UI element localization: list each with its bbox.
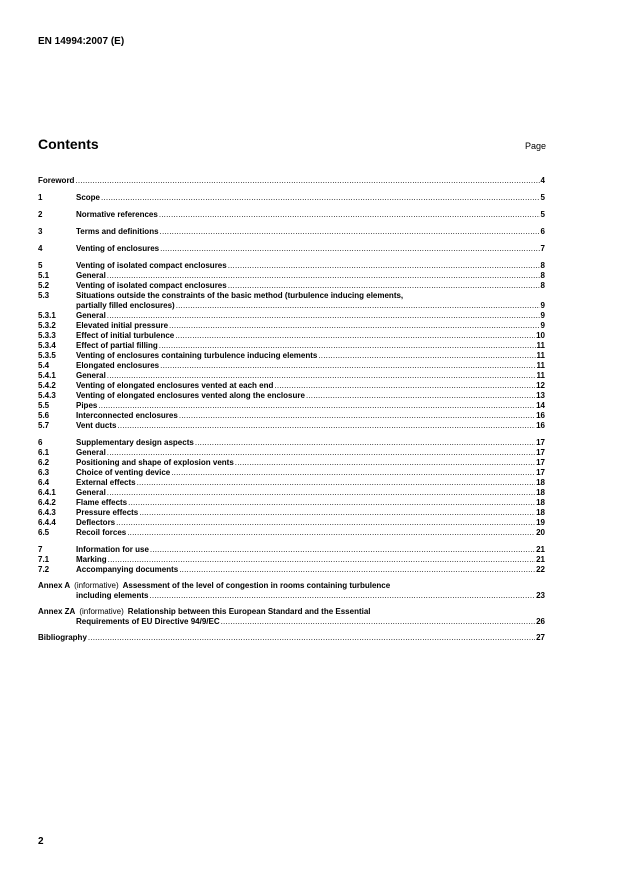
toc-entry-title: Situations outside the constraints of the basic method (turbulence inducing elements, (76, 291, 404, 300)
toc-entry-title: General (76, 371, 106, 380)
toc-entry[interactable] (38, 176, 545, 186)
toc-entry-page: 18 (536, 478, 545, 487)
toc-entry[interactable] (38, 508, 545, 518)
toc-entry-title: Pressure effects (76, 508, 139, 517)
toc-entry[interactable] (38, 458, 545, 468)
toc-entry-page: 21 (536, 555, 545, 564)
dot-leader (137, 478, 536, 488)
toc-entry-title: General (76, 488, 106, 497)
toc-entry[interactable] (38, 351, 545, 361)
toc-entry-page: 8 (540, 271, 545, 280)
dot-leader (127, 528, 535, 538)
annex-title: Assessment of the level of congestion in rooms containing turbulence (122, 581, 391, 590)
toc-entry-page: 27 (536, 633, 545, 642)
toc-entry-page: 10 (536, 331, 545, 340)
dot-leader (228, 281, 540, 291)
toc-entry-title: Scope (76, 193, 101, 202)
page-number: 2 (38, 836, 44, 847)
toc-entry[interactable] (38, 311, 545, 321)
toc-entry-title: Vent ducts (76, 421, 117, 430)
annex-title-continued: Requirements of EU Directive 94/9/EC (76, 617, 220, 626)
page-column-label: Page (524, 141, 546, 151)
toc-entry[interactable] (38, 227, 545, 237)
toc-entry-title: Venting of elongated enclosures vented along the enclosure (76, 391, 305, 400)
toc-entry[interactable] (38, 391, 545, 401)
toc-entry-page: 21 (536, 545, 545, 554)
annex-title: Relationship between this European Standard and the Essential (127, 607, 371, 616)
toc-entry[interactable] (38, 341, 545, 351)
toc-entry-number: 6.4.3 (38, 508, 56, 517)
toc-entry[interactable] (38, 321, 545, 331)
toc-entry-page: 9 (540, 321, 545, 330)
toc-entry-title: Effect of partial filling (76, 341, 158, 350)
toc-entry-number: 5.4.2 (38, 381, 56, 390)
toc-entry-title: Venting of isolated compact enclosures (76, 281, 227, 290)
toc-entry[interactable] (38, 271, 545, 281)
dot-leader (75, 176, 539, 186)
dot-leader (128, 498, 535, 508)
page-title: Contents (38, 136, 99, 152)
toc-entry-number: 5.4.1 (38, 371, 56, 380)
toc-entry[interactable] (38, 488, 545, 498)
toc-entry-number: 5.3.3 (38, 331, 56, 340)
toc-entry-page: 4 (540, 176, 545, 185)
annex-entry-line (38, 607, 545, 617)
dot-leader (159, 341, 536, 351)
toc-entry-page: 18 (536, 498, 545, 507)
toc-entry-title: Venting of enclosures (76, 244, 160, 253)
toc-entry-page: 9 (540, 311, 545, 320)
toc-entry-page: 8 (540, 281, 545, 290)
toc-entry-page: 7 (540, 244, 545, 253)
toc-entry-title: Information for use (76, 545, 149, 554)
toc-entry-title: Pipes (76, 401, 98, 410)
toc-entry-title: External effects (76, 478, 136, 487)
toc-entry-number: 5.1 (38, 271, 50, 280)
toc-entry[interactable] (38, 498, 545, 508)
toc-entry-number: 5 (38, 261, 43, 270)
toc-entry-page: 17 (536, 468, 545, 477)
toc-entry-page: 5 (540, 210, 545, 219)
toc-entry-number: 6.3 (38, 468, 50, 477)
toc-entry-number: 6.4.2 (38, 498, 56, 507)
dot-leader (117, 421, 535, 431)
dot-leader (107, 311, 540, 321)
toc-entry-page: 19 (536, 518, 545, 527)
toc-entry-page: 11 (536, 371, 545, 380)
toc-entry[interactable] (38, 281, 545, 291)
dot-leader (235, 458, 535, 468)
toc-entry[interactable] (38, 438, 545, 448)
toc-entry-page: 20 (536, 528, 545, 537)
annex-title-continued: including elements (76, 591, 149, 600)
toc-entry-page: 18 (536, 488, 545, 497)
dot-leader (149, 591, 535, 601)
toc-entry-bibliography[interactable] (38, 633, 545, 643)
dot-leader (150, 545, 535, 555)
toc-entry-number: 1 (38, 193, 43, 202)
toc-entry[interactable] (38, 291, 545, 311)
toc-entry[interactable] (38, 545, 545, 555)
toc-entry-title: Elongated enclosures (76, 361, 160, 370)
toc-entry-number: 6.4 (38, 478, 50, 487)
toc-entry-number: 5.3.4 (38, 341, 56, 350)
dot-leader (306, 391, 535, 401)
dot-leader (160, 227, 540, 237)
toc-entry-page: 11 (536, 361, 545, 370)
dot-leader (175, 331, 535, 341)
toc-entry-number: 4 (38, 244, 43, 253)
toc-entry-number: 2 (38, 210, 43, 219)
toc-entry-number: 5.3.2 (38, 321, 56, 330)
toc-entry[interactable] (38, 261, 545, 271)
annex-page: 26 (536, 617, 545, 626)
dot-leader (98, 401, 535, 411)
dot-leader (160, 361, 535, 371)
toc-entry-title: General (76, 271, 106, 280)
toc-entry-number: 6.4.4 (38, 518, 56, 527)
toc-entry-number: 6.5 (38, 528, 50, 537)
toc-entry-title: Venting of elongated enclosures vented at each end (76, 381, 274, 390)
toc-entry-page: 16 (536, 421, 545, 430)
toc-entry-page: 13 (536, 391, 545, 400)
dot-leader (116, 518, 535, 528)
toc-entry-number: 6 (38, 438, 43, 447)
table-of-contents (38, 176, 545, 643)
dot-leader (139, 508, 535, 518)
annex-label: Annex ZA (38, 607, 76, 616)
toc-entry-number: 5.5 (38, 401, 50, 410)
dot-leader (107, 448, 535, 458)
dot-leader (274, 381, 535, 391)
annex-informative-tag: (informative) (79, 607, 124, 616)
toc-entry-title: Interconnected enclosures (76, 411, 178, 420)
toc-entry-number: 5.6 (38, 411, 50, 420)
toc-entry-line (38, 301, 545, 311)
toc-entry-title: Positioning and shape of explosion vents (76, 458, 234, 467)
toc-entry-number: 6.1 (38, 448, 50, 457)
toc-entry-number: 5.7 (38, 421, 50, 430)
dot-leader (160, 244, 539, 254)
dot-leader (228, 261, 540, 271)
toc-entry[interactable] (38, 411, 545, 421)
toc-entry-page: 17 (536, 458, 545, 467)
dot-leader (171, 468, 535, 478)
toc-entry-title: Accompanying documents (76, 565, 179, 574)
dot-leader (195, 438, 535, 448)
toc-entry-title: Foreword (38, 176, 75, 185)
toc-entry-number: 5.2 (38, 281, 50, 290)
dot-leader (176, 301, 540, 311)
toc-entry-number: 5.4.3 (38, 391, 56, 400)
toc-entry[interactable] (38, 448, 545, 458)
toc-entry-number: 7 (38, 545, 43, 554)
annex-entry-line (38, 617, 545, 627)
toc-entry[interactable] (38, 565, 545, 575)
toc-entry-page: 17 (536, 448, 545, 457)
annex-entry-line (38, 581, 545, 591)
toc-entry[interactable] (38, 244, 545, 254)
toc-entry-number: 7.1 (38, 555, 50, 564)
toc-entry-number: 5.3.1 (38, 311, 56, 320)
toc-entry-title: Normative references (76, 210, 158, 219)
toc-entry-page: 16 (536, 411, 545, 420)
toc-entry[interactable] (38, 518, 545, 528)
toc-entry-page: 17 (536, 438, 545, 447)
toc-entry-title: Venting of isolated compact enclosures (76, 261, 227, 270)
toc-entry-number: 6.2 (38, 458, 50, 467)
annex-page: 23 (536, 591, 545, 600)
annex-entry-line (38, 591, 545, 601)
toc-entry-title: Recoil forces (76, 528, 127, 537)
toc-entry[interactable] (38, 421, 545, 431)
toc-entry[interactable] (38, 468, 545, 478)
toc-entry-title-continued: partially filled enclosures) (76, 301, 175, 310)
dot-leader (101, 193, 540, 203)
dot-leader (108, 555, 535, 565)
toc-entry-title: Venting of enclosures containing turbulence inducing elements (76, 351, 318, 360)
document-id: EN 14994:2007 (E) (38, 36, 125, 47)
toc-entry[interactable] (38, 381, 545, 391)
toc-entry-title: Deflectors (76, 518, 116, 527)
toc-entry-number: 5.3.5 (38, 351, 56, 360)
toc-entry[interactable] (38, 555, 545, 565)
dot-leader (179, 565, 535, 575)
toc-entry[interactable] (38, 371, 545, 381)
toc-entry[interactable] (38, 361, 545, 371)
toc-entry-number: 5.3 (38, 291, 50, 300)
toc-entry-page: 5 (540, 193, 545, 202)
annex-label: Annex A (38, 581, 71, 590)
toc-entry-title: General (76, 448, 106, 457)
toc-entry-page: 14 (536, 401, 545, 410)
dot-leader (221, 617, 535, 627)
toc-entry-line (38, 291, 545, 301)
dot-leader (179, 411, 535, 421)
toc-entry-number: 7.2 (38, 565, 50, 574)
dot-leader (318, 351, 535, 361)
annex-informative-tag: (informative) (74, 581, 119, 590)
toc-entry[interactable] (38, 193, 545, 203)
toc-entry-title: Terms and definitions (76, 227, 159, 236)
annex-entry[interactable] (38, 607, 545, 627)
toc-entry[interactable] (38, 528, 545, 538)
toc-entry[interactable] (38, 210, 545, 220)
toc-entry-number: 3 (38, 227, 43, 236)
toc-entry-page: 6 (540, 227, 545, 236)
toc-entry[interactable] (38, 478, 545, 488)
toc-entry[interactable] (38, 331, 545, 341)
toc-entry-page: 22 (536, 565, 545, 574)
toc-entry-number: 5.4 (38, 361, 50, 370)
dot-leader (107, 271, 540, 281)
dot-leader (169, 321, 540, 331)
toc-entry-page: 8 (540, 261, 545, 270)
toc-entry-title: General (76, 311, 106, 320)
toc-entry-page: 12 (536, 381, 545, 390)
toc-entry-page: 11 (536, 341, 545, 350)
toc-entry-page: 9 (540, 301, 545, 310)
toc-entry-number: 6.4.1 (38, 488, 56, 497)
toc-entry-title: Choice of venting device (76, 468, 171, 477)
toc-entry-page: 11 (536, 351, 545, 360)
toc-entry-title: Supplementary design aspects (76, 438, 194, 447)
dot-leader (107, 488, 535, 498)
toc-entry-title: Flame effects (76, 498, 128, 507)
toc-entry-title: Marking (76, 555, 107, 564)
toc-entry[interactable] (38, 401, 545, 411)
dot-leader (88, 633, 535, 643)
toc-entry-page: 18 (536, 508, 545, 517)
toc-entry-title: Effect of initial turbulence (76, 331, 175, 340)
toc-entry-title: Elevated initial pressure (76, 321, 169, 330)
dot-leader (159, 210, 540, 220)
dot-leader (107, 371, 536, 381)
annex-entry[interactable] (38, 581, 545, 601)
toc-entry-title: Bibliography (38, 633, 87, 642)
